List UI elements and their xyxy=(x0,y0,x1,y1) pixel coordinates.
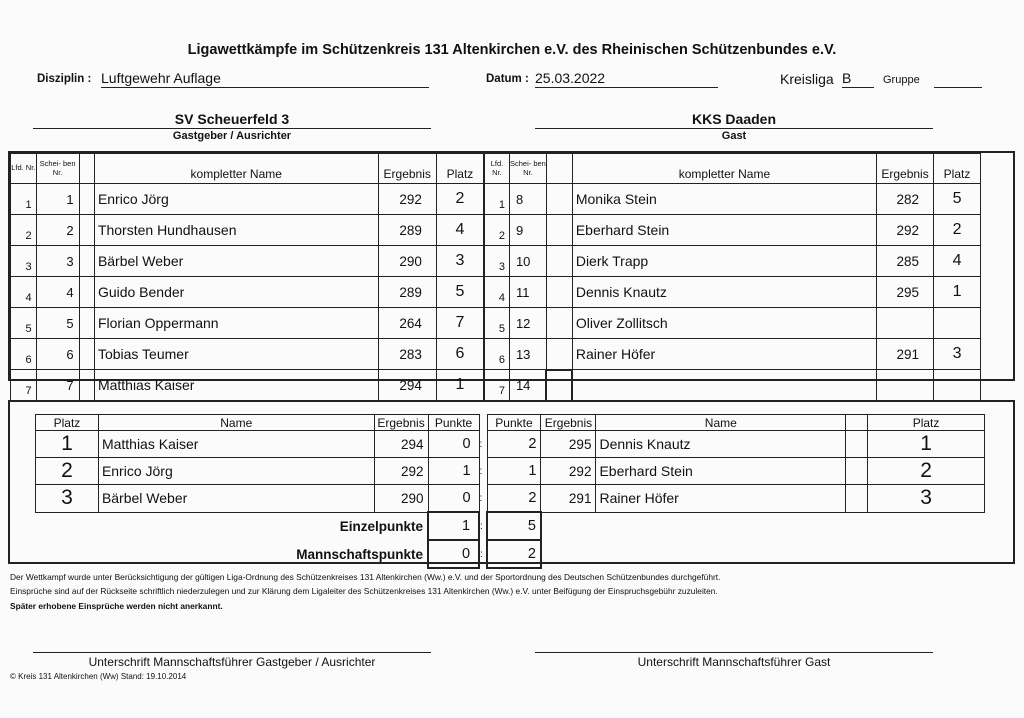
platz-cell: 6 xyxy=(436,339,483,370)
name-cell: Tobias Teumer xyxy=(94,339,378,370)
ergebnis-cell: 290 xyxy=(378,246,436,277)
spacer-header xyxy=(546,154,572,184)
summary-punkte-header: Punkte xyxy=(487,415,541,431)
scheiben-cell: 4 xyxy=(36,277,79,308)
footer-line-2: Einsprüche sind auf der Rückseite schriftlich niederzulegen und zur Klärung dem Ligaleiter des Schützenkreises 131 Altenkirchen (Ww.) e.V. unter Beifügung der Einspruchsgebühr zuzuleiten. xyxy=(10,586,718,596)
spacer-cell xyxy=(546,246,572,277)
einzelpunkte-label: Einzelpunkte xyxy=(339,518,424,534)
spacer-cell xyxy=(546,215,572,246)
platz-cell: 2 xyxy=(436,184,483,215)
ergebnis-cell: 295 xyxy=(877,277,934,308)
mannschaftspunkte-guest: 2 xyxy=(487,540,541,568)
guest-header-row xyxy=(485,154,981,184)
liga-field xyxy=(842,70,874,88)
summary-platz-header: Platz xyxy=(36,415,99,431)
platz-cell: 7 xyxy=(436,308,483,339)
name-cell: Florian Oppermann xyxy=(94,308,378,339)
summary-header-row xyxy=(36,415,985,431)
scheiben-cell: 11 xyxy=(509,277,546,308)
table-row xyxy=(485,339,981,370)
scheiben-cell: 3 xyxy=(36,246,79,277)
spacer-cell xyxy=(846,485,868,513)
einzelpunkte-home: 1 xyxy=(428,512,479,540)
ergebnis-cell: 283 xyxy=(378,339,436,370)
summary-guest-punkte: 2 xyxy=(487,485,541,513)
datum-label: Datum : xyxy=(486,73,529,85)
lfd-cell: 1 xyxy=(485,184,510,215)
page-title: Ligawettkämpfe im Schützenkreis 131 Altenkirchen e.V. des Rheinischen Schützenbundes e.V. xyxy=(187,42,837,58)
scheiben-cell: 7 xyxy=(36,370,79,401)
home-team-name: SV Scheuerfeld 3 xyxy=(174,111,290,127)
name-cell xyxy=(572,370,876,401)
colon: : xyxy=(479,438,483,450)
lfd-cell: 6 xyxy=(485,339,510,370)
platz-cell: 4 xyxy=(934,246,981,277)
summary-ergebnis-header: Ergebnis xyxy=(374,415,428,431)
scheiben-cell: 10 xyxy=(509,246,546,277)
summary-platz-cell: 1 xyxy=(36,431,99,458)
lfd-cell: 4 xyxy=(485,277,510,308)
ergebnis-cell: 285 xyxy=(877,246,934,277)
table-row xyxy=(11,215,484,246)
datum-value: 25.03.2022 xyxy=(535,70,606,86)
footer-line-3: Später erhobene Einsprüche werden nicht anerkannt. xyxy=(10,601,223,611)
colon: : xyxy=(480,548,483,560)
lfd-cell: 3 xyxy=(11,246,37,277)
table-row xyxy=(11,339,484,370)
table-row xyxy=(36,458,985,485)
spacer-cell xyxy=(79,277,94,308)
name-header: kompletter Name xyxy=(572,154,876,184)
name-cell: Dennis Knautz xyxy=(572,277,876,308)
home-signature-line xyxy=(33,652,431,653)
guest-team-role: Gast xyxy=(721,130,747,142)
table-row xyxy=(36,431,985,458)
table-row xyxy=(485,246,981,277)
summary-platz-header: Platz xyxy=(868,415,985,431)
name-cell: Bärbel Weber xyxy=(94,246,378,277)
guest-team-name: KKS Daaden xyxy=(691,111,777,127)
platz-cell xyxy=(934,308,981,339)
lfd-cell: 2 xyxy=(485,215,510,246)
name-header: kompletter Name xyxy=(94,154,378,184)
name-cell: Oliver Zollitsch xyxy=(572,308,876,339)
name-cell: Matthias Kaiser xyxy=(94,370,378,401)
spacer-header xyxy=(79,154,94,184)
summary-guest-name: Rainer Höfer xyxy=(596,485,846,513)
summary-guest-ergebnis: 292 xyxy=(541,458,596,485)
platz-cell: 3 xyxy=(934,339,981,370)
summary-home-ergebnis: 292 xyxy=(374,458,428,485)
table-row xyxy=(11,184,484,215)
lfd-cell: 6 xyxy=(11,339,37,370)
table-row xyxy=(11,246,484,277)
name-cell: Eberhard Stein xyxy=(572,215,876,246)
summary-guest-name: Eberhard Stein xyxy=(596,458,846,485)
summary-guest-platz: 2 xyxy=(868,458,985,485)
name-cell: Guido Bender xyxy=(94,277,378,308)
table-row xyxy=(11,370,484,401)
spacer-cell xyxy=(846,458,868,485)
table-row xyxy=(11,277,484,308)
table-row xyxy=(485,308,981,339)
guest-team-divider xyxy=(535,128,933,129)
colon: : xyxy=(479,492,483,504)
platz-header: Platz xyxy=(436,154,483,184)
lfd-cell: 2 xyxy=(11,215,37,246)
spacer-cell xyxy=(79,370,94,401)
footer-line-1: Der Wettkampf wurde unter Berücksichtigung der gültigen Liga-Ordnung des Schützenkreises 131 Altenkirchen (Ww.) e.V. und der Sportordnung des Deutschen Schützenbundes durchgeführt. xyxy=(10,572,721,582)
summary-name-header: Name xyxy=(98,415,374,431)
ergebnis-cell: 282 xyxy=(877,184,934,215)
ergebnis-header: Ergebnis xyxy=(877,154,934,184)
ergebnis-cell: 264 xyxy=(378,308,436,339)
platz-cell: 4 xyxy=(436,215,483,246)
lfd-header: Lfd. Nr. xyxy=(485,154,510,184)
guest-signature-label: Unterschrift Mannschaftsführer Gast xyxy=(637,655,831,669)
table-row xyxy=(11,308,484,339)
summary-platz-cell: 3 xyxy=(36,485,99,513)
lfd-header: Lfd. Nr. xyxy=(11,154,37,184)
ergebnis-cell: 292 xyxy=(378,184,436,215)
scheiben-cell: 8 xyxy=(509,184,546,215)
home-results-table xyxy=(10,153,484,401)
name-cell: Monika Stein xyxy=(572,184,876,215)
copyright: © Kreis 131 Altenkirchen (Ww) Stand: 19.10.2014 xyxy=(10,672,187,681)
scheiben-cell: 14 xyxy=(509,370,546,401)
lfd-cell: 4 xyxy=(11,277,37,308)
ergebnis-cell: 292 xyxy=(877,215,934,246)
table-row xyxy=(36,485,985,513)
table-row xyxy=(485,215,981,246)
spacer-cell xyxy=(546,339,572,370)
scheiben-cell: 12 xyxy=(509,308,546,339)
colon: : xyxy=(479,465,483,477)
lfd-cell: 1 xyxy=(11,184,37,215)
summary-home-punkte: 1 xyxy=(428,458,479,485)
summary-guest-ergebnis: 291 xyxy=(541,485,596,513)
disziplin-field xyxy=(101,70,429,88)
ergebnis-header: Ergebnis xyxy=(378,154,436,184)
name-cell: Thorsten Hundhausen xyxy=(94,215,378,246)
spacer-cell xyxy=(79,215,94,246)
lfd-cell: 5 xyxy=(11,308,37,339)
summary-home-punkte: 0 xyxy=(428,431,479,458)
scheiben-cell: 9 xyxy=(509,215,546,246)
platz-cell: 5 xyxy=(436,277,483,308)
name-cell: Dierk Trapp xyxy=(572,246,876,277)
platz-cell: 2 xyxy=(934,215,981,246)
summary-guest-punkte: 2 xyxy=(487,431,541,458)
lfd-cell: 7 xyxy=(485,370,510,401)
table-row xyxy=(485,184,981,215)
ergebnis-cell: 289 xyxy=(378,277,436,308)
einzelpunkte-guest: 5 xyxy=(487,512,541,540)
platz-cell: 1 xyxy=(436,370,483,401)
ergebnis-cell xyxy=(877,370,934,401)
platz-cell: 1 xyxy=(934,277,981,308)
ergebnis-cell xyxy=(877,308,934,339)
spacer-cell xyxy=(546,184,572,215)
summary-guest-ergebnis: 295 xyxy=(541,431,596,458)
summary-home-name: Bärbel Weber xyxy=(98,485,374,513)
home-team-divider xyxy=(33,128,431,129)
name-cell: Rainer Höfer xyxy=(572,339,876,370)
table-row xyxy=(485,277,981,308)
spacer-cell xyxy=(546,308,572,339)
summary-home-name: Matthias Kaiser xyxy=(98,431,374,458)
scheiben-cell: 5 xyxy=(36,308,79,339)
ergebnis-cell: 291 xyxy=(877,339,934,370)
spacer-cell xyxy=(79,246,94,277)
lfd-cell: 5 xyxy=(485,308,510,339)
guest-results-table xyxy=(484,153,981,402)
mannschaftspunkte-row xyxy=(36,540,985,568)
summary-guest-punkte: 1 xyxy=(487,458,541,485)
liga-label: Kreisliga xyxy=(780,71,834,87)
scheiben-cell: 1 xyxy=(36,184,79,215)
scheiben-header: Schei- ben Nr. xyxy=(36,154,79,184)
spacer-cell xyxy=(846,431,868,458)
mannschaftspunkte-label: Mannschaftspunkte xyxy=(296,546,424,562)
summary-table xyxy=(35,414,985,569)
summary-home-ergebnis: 290 xyxy=(374,485,428,513)
home-signature-label: Unterschrift Mannschaftsführer Gastgeber / Ausrichter xyxy=(88,655,376,669)
scheiben-cell: 13 xyxy=(509,339,546,370)
summary-punkte-header: Punkte xyxy=(428,415,479,431)
summary-name-header: Name xyxy=(596,415,846,431)
einzelpunkte-row xyxy=(36,512,985,540)
summary-platz-cell: 2 xyxy=(36,458,99,485)
spacer-cell xyxy=(79,184,94,215)
summary-home-name: Enrico Jörg xyxy=(98,458,374,485)
liga-value: B xyxy=(842,70,852,86)
gruppe-label: Gruppe xyxy=(883,74,920,86)
lfd-cell: 7 xyxy=(11,370,37,401)
summary-guest-name: Dennis Knautz xyxy=(596,431,846,458)
summary-home-ergebnis: 294 xyxy=(374,431,428,458)
scheiben-cell: 6 xyxy=(36,339,79,370)
summary-guest-platz: 3 xyxy=(868,485,985,513)
disziplin-label: Disziplin : xyxy=(37,73,92,85)
datum-field xyxy=(535,70,718,88)
guest-signature-line xyxy=(535,652,933,653)
home-header-row xyxy=(11,154,484,184)
spacer-cell xyxy=(546,277,572,308)
spacer-cell xyxy=(79,339,94,370)
spacer-cell xyxy=(79,308,94,339)
scheiben-cell: 2 xyxy=(36,215,79,246)
platz-cell xyxy=(934,370,981,401)
platz-header: Platz xyxy=(934,154,981,184)
lfd-cell: 3 xyxy=(485,246,510,277)
summary-ergebnis-header: Ergebnis xyxy=(541,415,596,431)
scheiben-header: Schei- ben Nr. xyxy=(509,154,546,184)
summary-home-punkte: 0 xyxy=(428,485,479,513)
name-cell: Enrico Jörg xyxy=(94,184,378,215)
mannschaftspunkte-home: 0 xyxy=(428,540,479,568)
table-row xyxy=(485,370,981,401)
colon: : xyxy=(480,520,483,532)
ergebnis-cell: 294 xyxy=(378,370,436,401)
spacer-cell xyxy=(546,370,572,401)
platz-cell: 3 xyxy=(436,246,483,277)
gruppe-field xyxy=(934,70,982,88)
platz-cell: 5 xyxy=(934,184,981,215)
ergebnis-cell: 289 xyxy=(378,215,436,246)
disziplin-value: Luftgewehr Auflage xyxy=(101,70,221,86)
summary-guest-platz: 1 xyxy=(868,431,985,458)
home-team-role: Gastgeber / Ausrichter xyxy=(172,130,292,142)
